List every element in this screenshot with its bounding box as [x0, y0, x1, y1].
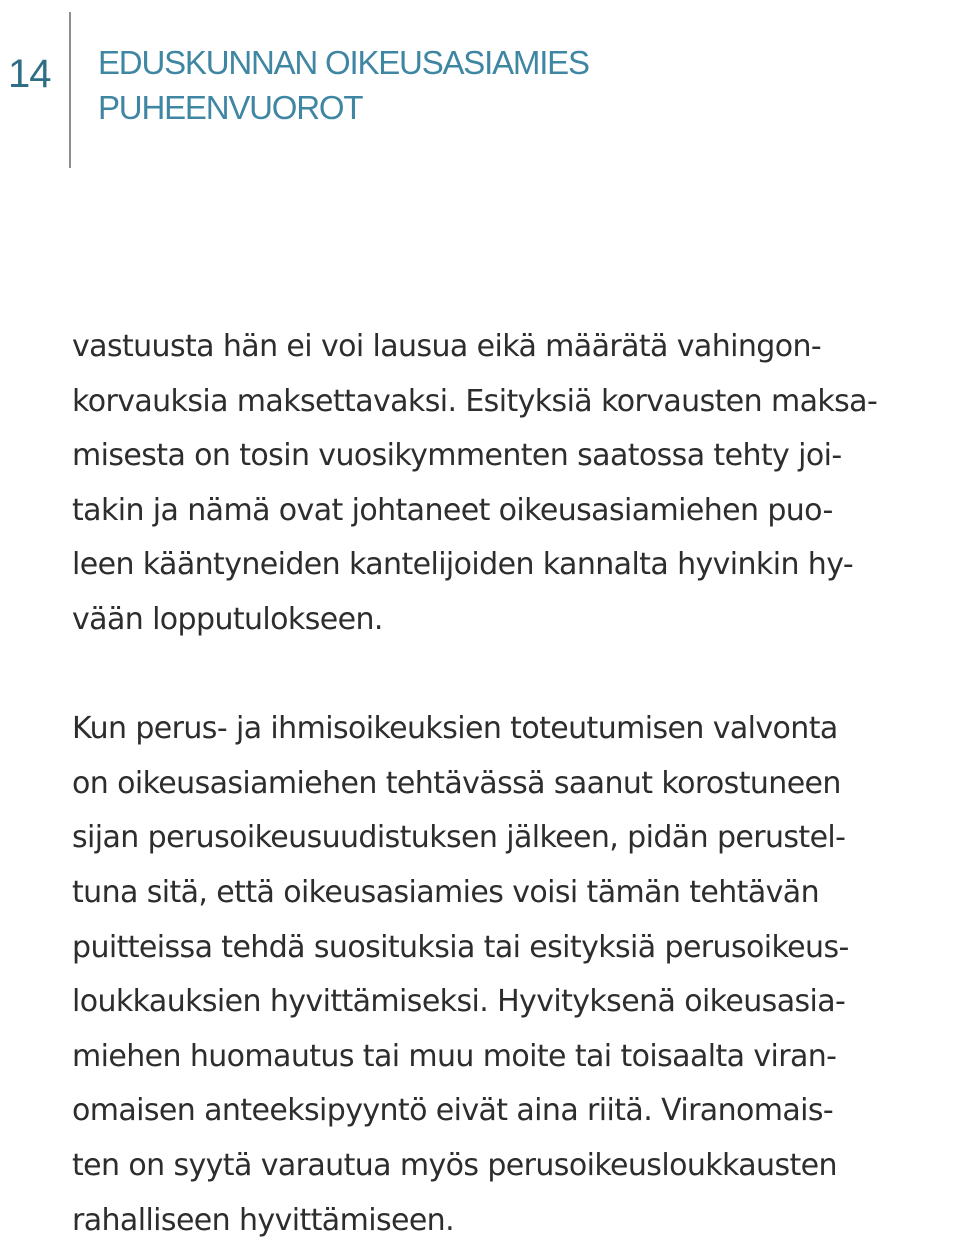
text-line: miehen huomautus tai muu moite tai toisaalta viran- [72, 1030, 952, 1085]
text-line: korvauksia maksettavaksi. Esityksiä korvausten maksa- [72, 375, 952, 430]
running-head-line-1: EDUSKUNNAN OIKEUSASIAMIES [98, 40, 589, 85]
text-line: sijan perusoikeusuudistuksen jälkeen, pidän perustel- [72, 811, 952, 866]
header-divider [69, 12, 71, 168]
body-text [72, 320, 952, 1248]
text-line: on oikeusasiamiehen tehtävässä saanut korostuneen [72, 757, 952, 812]
text-line: misesta on tosin vuosikymmenten saatossa tehty joi- [72, 429, 952, 484]
text-line: leen kääntyneiden kantelijoiden kannalta hyvinkin hy- [72, 538, 952, 593]
running-head-line-2: PUHEENVUOROT [98, 85, 589, 130]
text-line: vastuusta hän ei voi lausua eikä määrätä vahingon- [72, 320, 952, 375]
text-line: puitteissa tehdä suosituksia tai esityksiä perusoikeus- [72, 921, 952, 976]
paragraph-1 [72, 320, 952, 648]
text-line: rahalliseen hyvittämiseen. [72, 1194, 952, 1248]
text-line: takin ja nämä ovat johtaneet oikeusasiamiehen puo- [72, 484, 952, 539]
page-number: 14 [8, 52, 51, 97]
text-line: tuna sitä, että oikeusasiamies voisi tämän tehtävän [72, 866, 952, 921]
paragraph-2 [72, 702, 952, 1248]
text-line: Kun perus- ja ihmisoikeuksien toteutumisen valvonta [72, 702, 952, 757]
text-line: omaisen anteeksipyyntö eivät aina riitä. Viranomais- [72, 1084, 952, 1139]
text-line: vään lopputulokseen. [72, 593, 952, 648]
text-line: ten on syytä varautua myös perusoikeusloukkausten [72, 1139, 952, 1194]
text-line: loukkauksien hyvittämiseksi. Hyvityksenä oikeusasia- [72, 975, 952, 1030]
running-head [98, 40, 589, 130]
